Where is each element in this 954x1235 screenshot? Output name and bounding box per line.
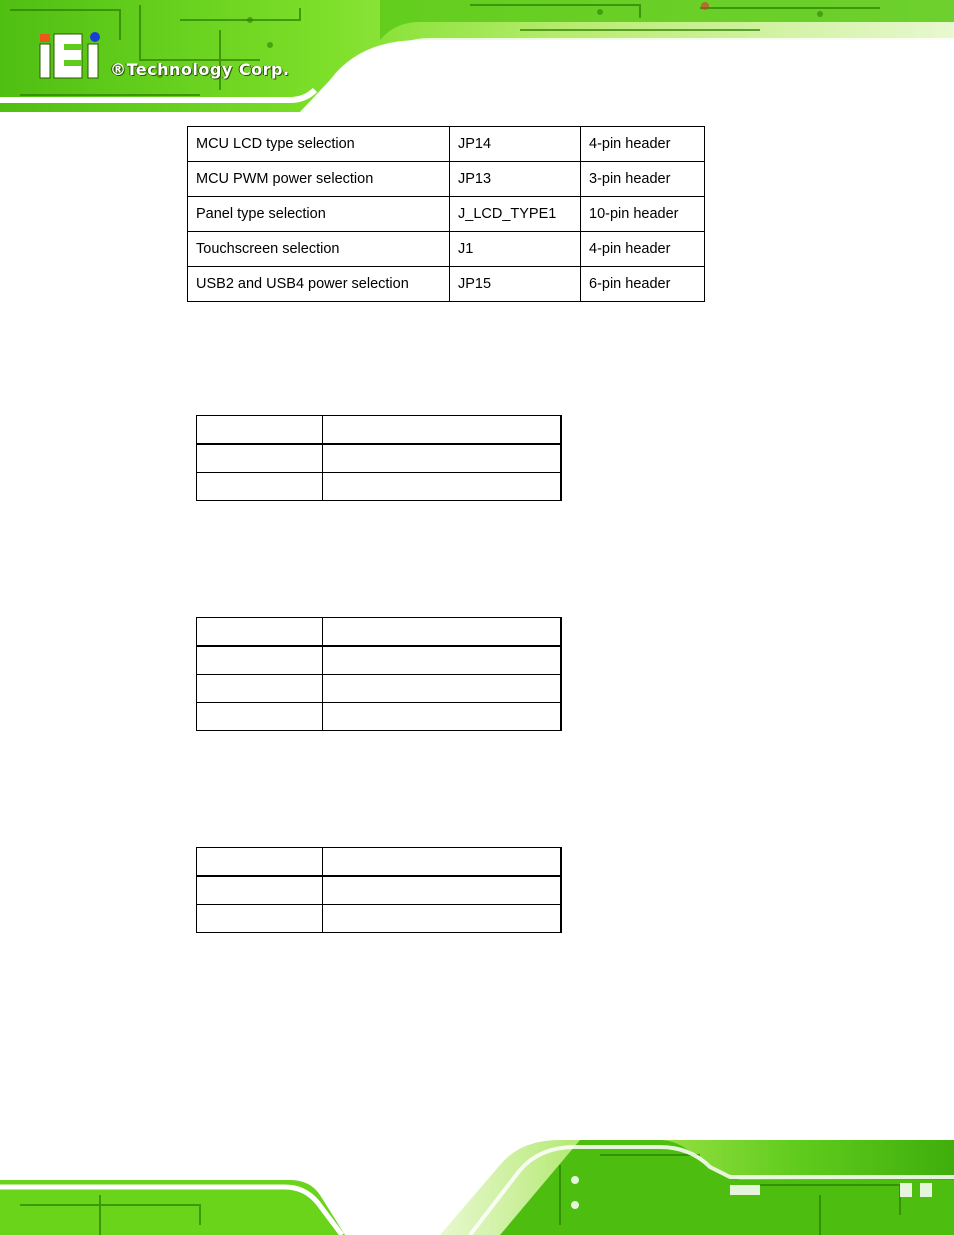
footer-pcb-banner <box>0 1125 954 1235</box>
jumper-type: 10-pin header <box>581 197 705 232</box>
table-row <box>197 703 562 731</box>
table-row <box>197 876 562 905</box>
jumper-type: 4-pin header <box>581 232 705 267</box>
table-header-row <box>197 416 562 445</box>
jumper-label: J_LCD_TYPE1 <box>450 197 581 232</box>
jumper-description: USB2 and USB4 power selection <box>188 267 450 302</box>
table-row <box>188 127 705 162</box>
logo-tagline: ®Technology Corp. <box>110 60 290 79</box>
table-row <box>197 444 562 473</box>
jumper-description: MCU LCD type selection <box>188 127 450 162</box>
table-row <box>188 267 705 302</box>
empty-jumper-table-3 <box>196 847 562 933</box>
jumper-description: Panel type selection <box>188 197 450 232</box>
table-row <box>188 232 705 267</box>
jumper-type: 4-pin header <box>581 127 705 162</box>
table-row <box>197 473 562 501</box>
jumper-label: JP13 <box>450 162 581 197</box>
table-row <box>197 646 562 675</box>
jumper-description: MCU PWM power selection <box>188 162 450 197</box>
table-row <box>188 197 705 232</box>
jumper-type: 6-pin header <box>581 267 705 302</box>
jumper-type: 3-pin header <box>581 162 705 197</box>
header-pcb-banner <box>0 0 954 112</box>
jumper-settings-table <box>187 126 705 302</box>
empty-jumper-table-1 <box>196 415 562 501</box>
table-header-row <box>197 618 562 647</box>
jumper-description: Touchscreen selection <box>188 232 450 267</box>
table-header-row <box>197 848 562 877</box>
table-row <box>197 905 562 933</box>
jumper-label: J1 <box>450 232 581 267</box>
jumper-label: JP14 <box>450 127 581 162</box>
table-row <box>188 162 705 197</box>
table-row <box>197 675 562 703</box>
iei-logo <box>38 30 108 80</box>
empty-jumper-table-2 <box>196 617 562 731</box>
jumper-label: JP15 <box>450 267 581 302</box>
